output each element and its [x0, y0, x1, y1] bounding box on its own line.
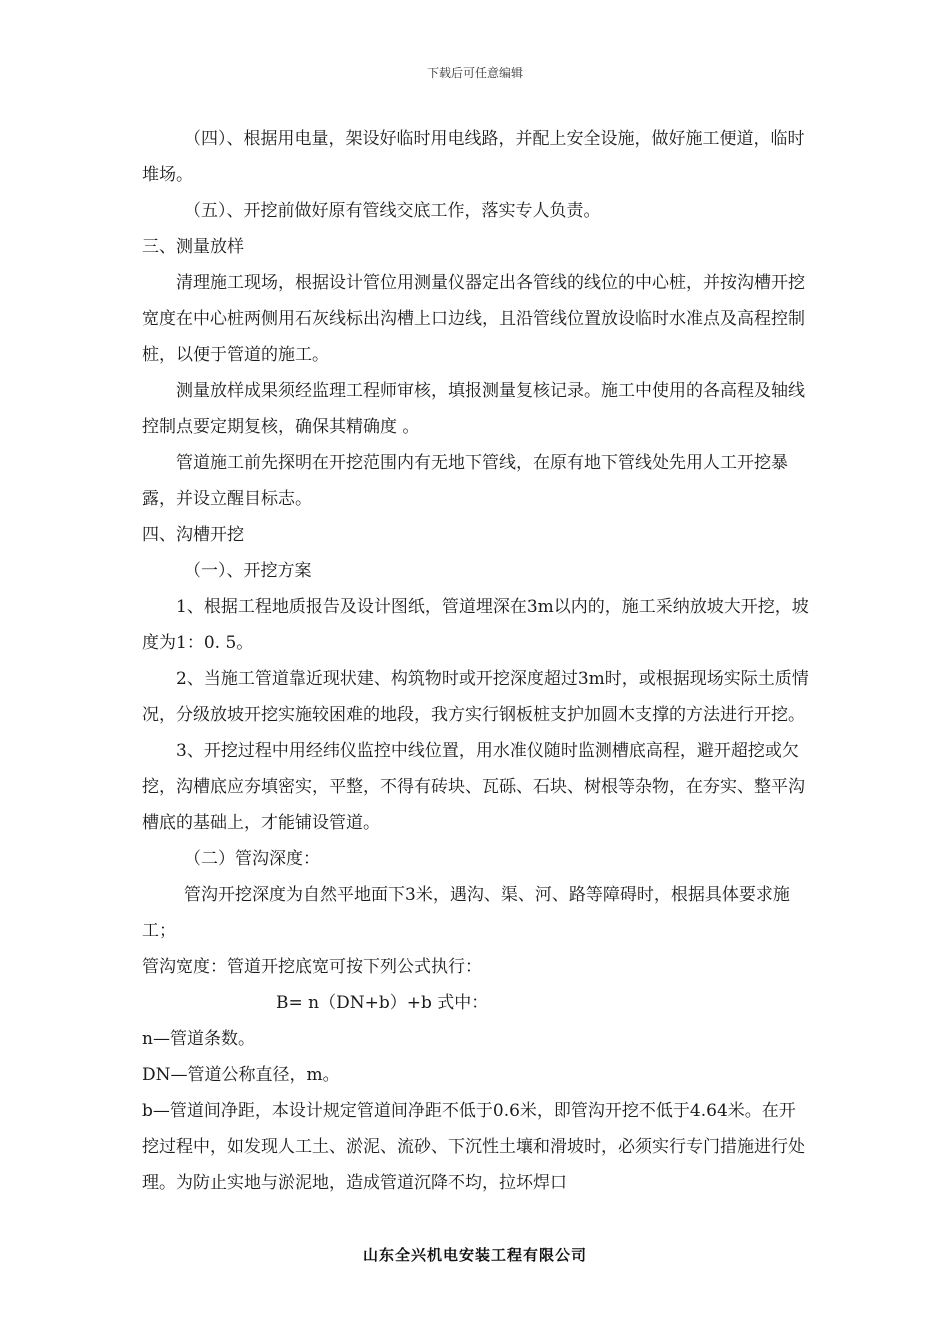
definition-dn: DN—管道公称直径，m。 — [142, 1065, 340, 1085]
definition-b: b—管道间净距，本设计规定管道间净距不低于0.6米，即管沟开挖不低于4.64米。在开挖过程中，如发现人工土、淤泥、流砂、下沉性土壤和滑坡时，必须实行专门措施进行处理。为防止实地与淤泥地，造成管道沉降不均，拉坏焊口 — [142, 1101, 805, 1193]
section-heading-survey: 三、测量放样 — [142, 237, 244, 257]
paragraph-trench-depth: 管沟开挖深度为自然平地面下3米，遇沟、渠、河、路等障碍时，根据具体要求施工； — [142, 885, 790, 941]
paragraph-pipeline-detection: 管道施工前先探明在开挖范围内有无地下管线，在原有地下管线处先用人工开挖暴露，并设立醒目标志。 — [142, 453, 788, 509]
subheading-excavation-plan: （一）、开挖方案 — [184, 561, 312, 581]
paragraph-trench-width: 管沟宽度：管道开挖底宽可按下列公式执行： — [142, 957, 482, 977]
section-heading-trench: 四、沟槽开挖 — [142, 525, 244, 545]
document-body — [142, 121, 812, 1201]
paragraph-item-5: （五）、开挖前做好原有管线交底工作，落实专人负责。 — [184, 201, 601, 221]
definition-n: n—管道条数。 — [142, 1029, 255, 1049]
page-footer-company: 山东全兴机电安装工程有限公司 — [362, 1246, 587, 1264]
paragraph-item-2: 2、当施工管道靠近现状建、构筑物时或开挖深度超过3m时，或根据现场实际土质情况，分级放坡开挖实施较困难的地段，我方实行钢板桩支护加圆木支撑的方法进行开挖。 — [142, 669, 809, 725]
subheading-trench-depth: （二）管沟深度： — [184, 849, 320, 869]
paragraph-site-clearing: 清理施工现场，根据设计管位用测量仪器定出各管线的线位的中心桩，并按沟槽开挖宽度在中心桩两侧用石灰线标出沟槽上口边线，且沿管线位置放设临时水准点及高程控制桩，以便于管道的施工。 — [142, 273, 805, 365]
formula-line: B= n（DN+b）+b 式中： — [276, 993, 489, 1013]
paragraph-survey-review: 测量放样成果须经监理工程师审核，填报测量复核记录。施工中使用的各高程及轴线控制点要定期复核，确保其精确度 。 — [142, 381, 805, 437]
page-header: 下载后可任意编辑 — [426, 66, 523, 80]
paragraph-item-3: 3、开挖过程中用经纬仪监控中线位置，用水准仪随时监测槽底高程，避开超挖或欠挖，沟槽底应夯填密实，平整，不得有砖块、瓦砾、石块、树根等杂物，在夯实、整平沟槽底的基础上，才能铺设管道。 — [142, 741, 805, 833]
paragraph-item-4: （四）、根据用电量，架设好临时用电线路，并配上安全设施，做好施工便道，临时堆场。 — [142, 129, 805, 185]
paragraph-item-1: 1、根据工程地质报告及设计图纸，管道埋深在3m以内的，施工采纳放坡大开挖，坡度为1：0. 5。 — [142, 597, 809, 653]
